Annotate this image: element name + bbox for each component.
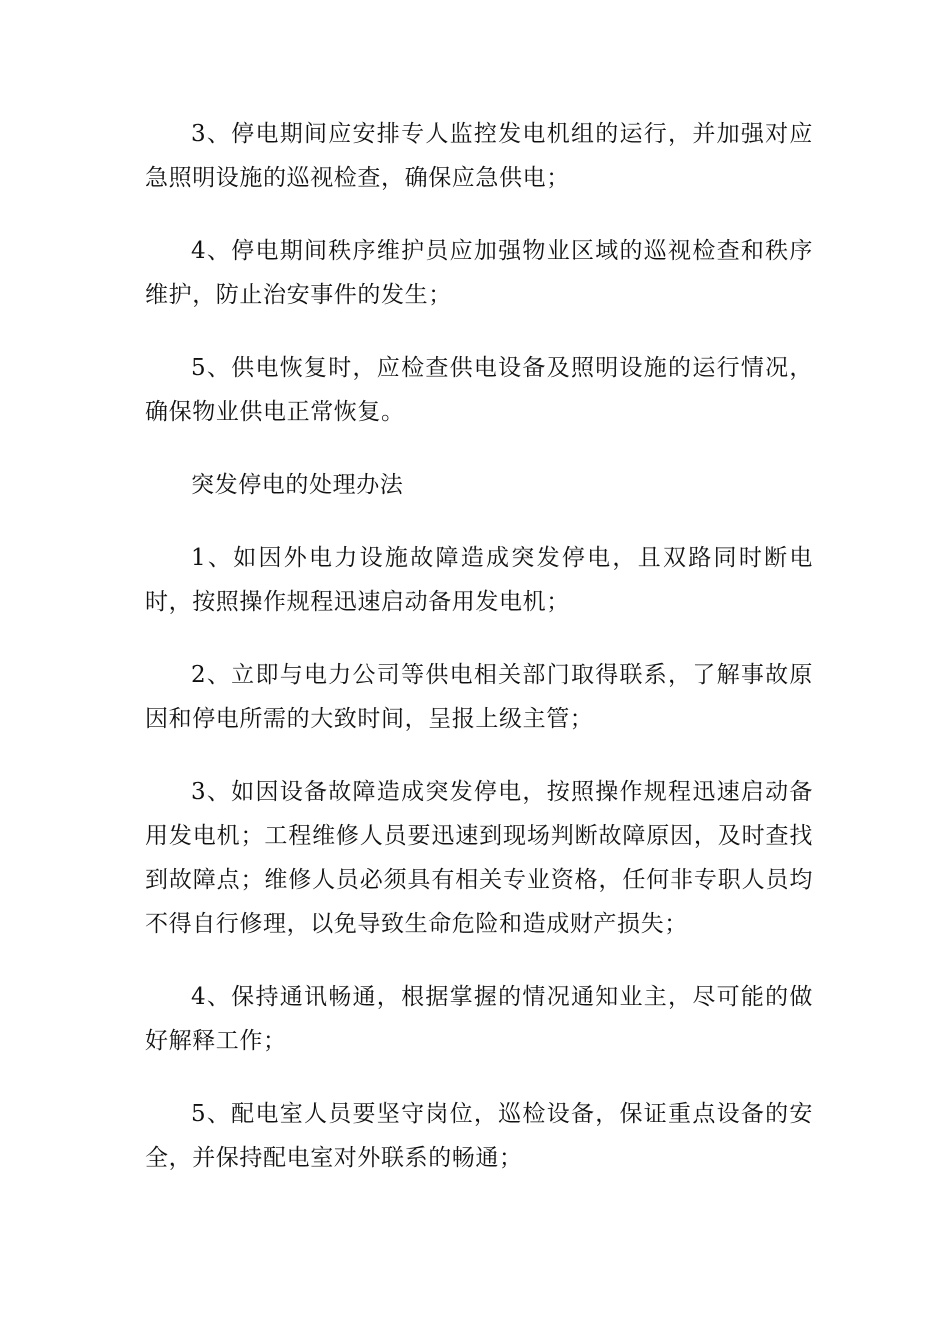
paragraph-keep-communication: 4、保持通讯畅通，根据掌握的情况通知业主，尽可能的做好解释工作； (145, 984, 813, 1054)
paragraph-contact-power-company: 2、立即与电力公司等供电相关部门取得联系，了解事故原因和停电所需的大致时间，呈报上级主管； (145, 662, 813, 732)
paragraph-outage-order-patrol: 4、停电期间秩序维护员应加强物业区域的巡视检查和秩序维护，防止治安事件的发生； (145, 238, 813, 308)
paragraph-distribution-room-duty: 5、配电室人员要坚守岗位，巡检设备，保证重点设备的安全，并保持配电室对外联系的畅通； (145, 1101, 813, 1171)
paragraph-outage-generator-monitoring: 3、停电期间应安排专人监控发电机组的运行，并加强对应急照明设施的巡视检查，确保应急供电； (145, 121, 813, 191)
paragraph-power-restoration-check: 5、供电恢复时，应检查供电设备及照明设施的运行情况，确保物业供电正常恢复。 (145, 355, 813, 425)
paragraph-external-facility-failure: 1、如因外电力设施故障造成突发停电，且双路同时断电时，按照操作规程迅速启动备用发电机； (145, 545, 813, 615)
document-body (145, 112, 813, 1209)
section-heading-sudden-outage: 突发停电的处理办法 (191, 472, 404, 498)
paragraph-equipment-failure: 3、如因设备故障造成突发停电，按照操作规程迅速启动备用发电机；工程维修人员要迅速到现场判断故障原因，及时查找到故障点；维修人员必须具有相关专业资格，任何非专职人员均不得自行修理，以免导致生命危险和造成财产损失； (145, 779, 813, 937)
